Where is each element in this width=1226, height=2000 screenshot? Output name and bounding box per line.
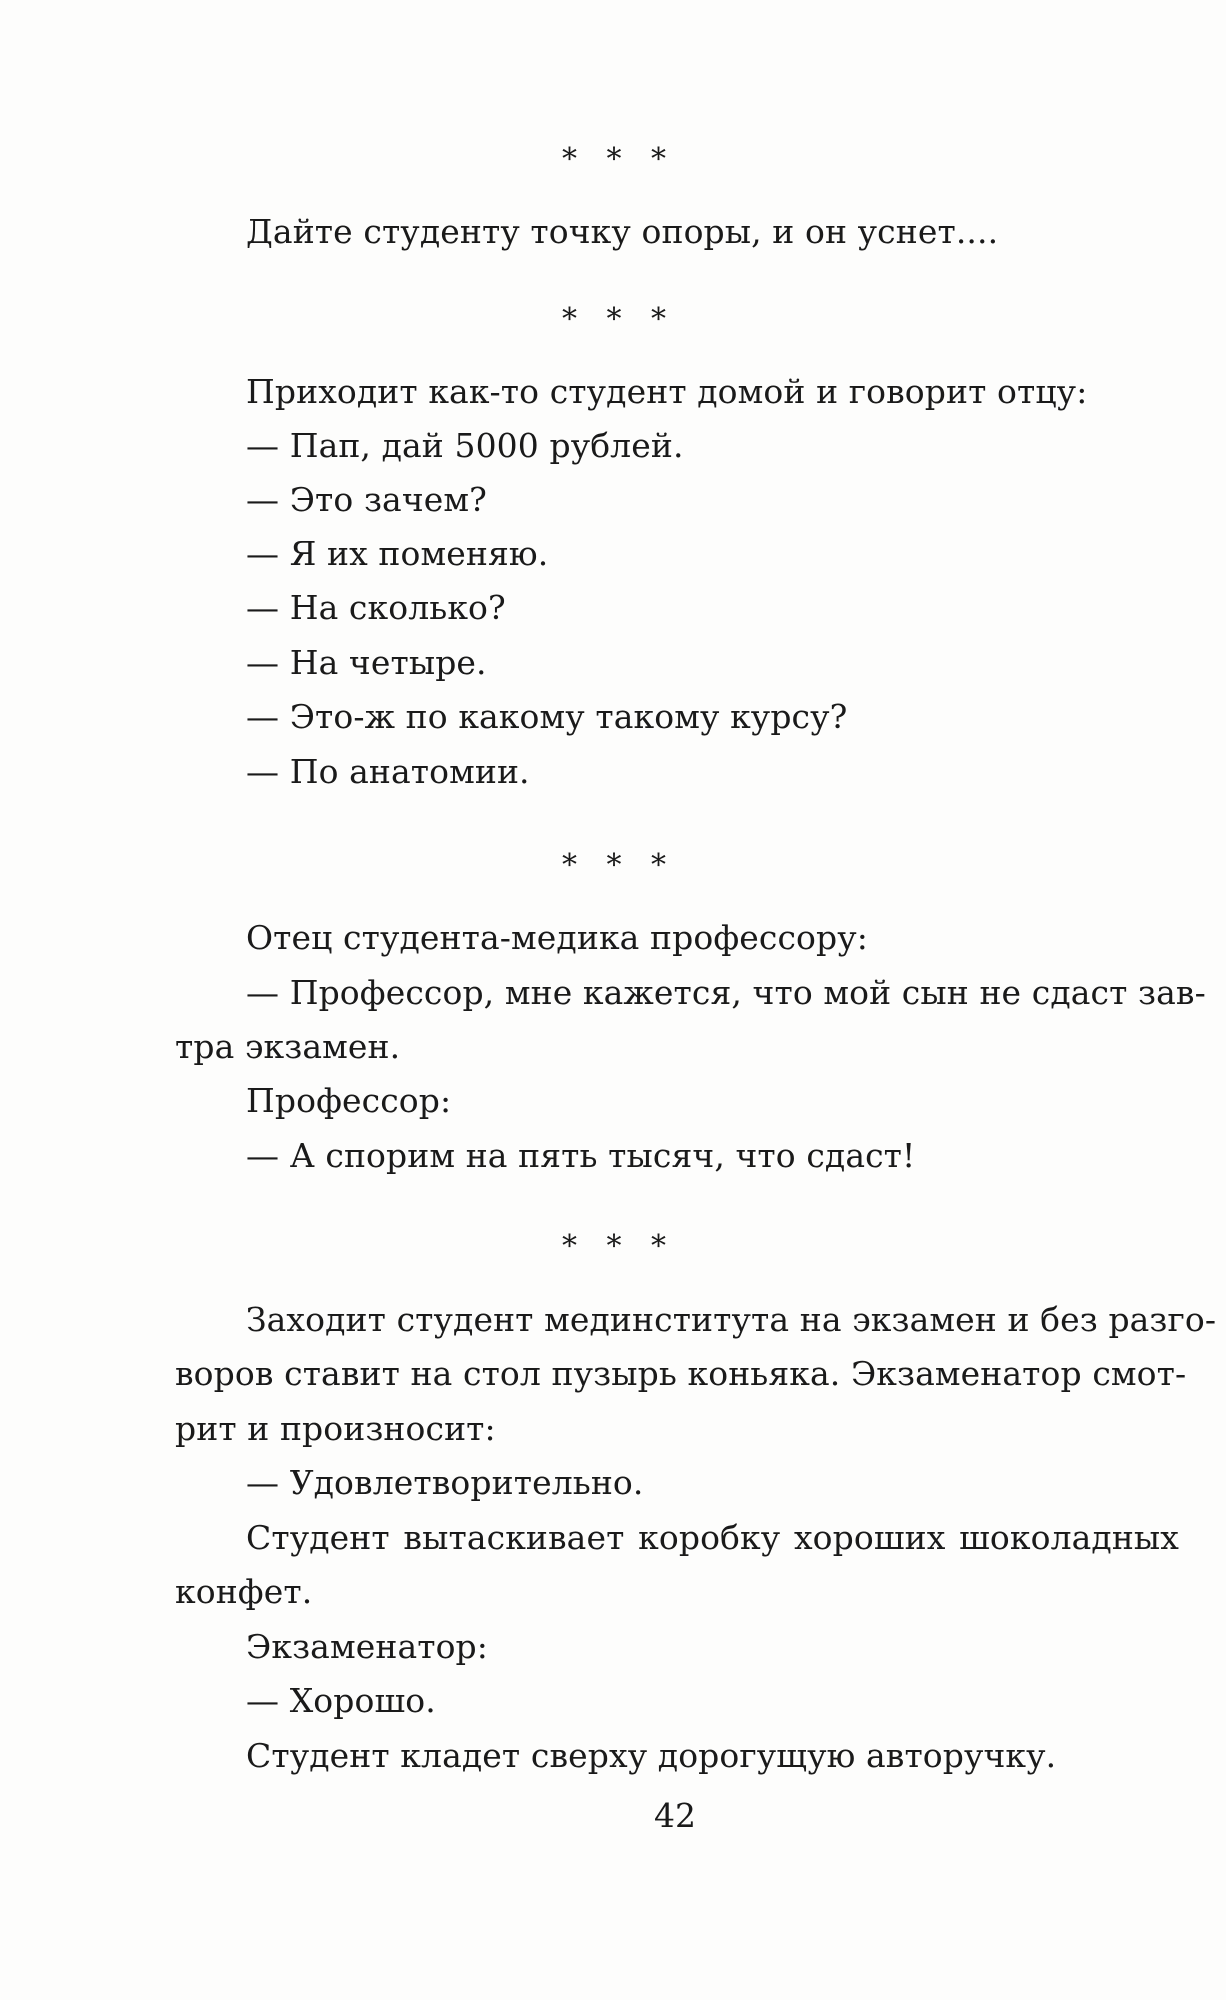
- joke2-line6: — На четыре.: [246, 643, 487, 682]
- joke3-line2: — Профессор, мне кажется, что мой сын не сдаст зав-: [246, 973, 1206, 1012]
- joke4-line9: Студент кладет сверху дорогущую авторучку.: [246, 1736, 1057, 1775]
- joke2-line1: Приходит как-то студент домой и говорит отцу:: [246, 372, 1088, 411]
- joke2-line3: — Это зачем?: [246, 480, 487, 519]
- joke2-line8: — По анатомии.: [246, 752, 530, 791]
- section-separator: * * *: [561, 302, 677, 337]
- page-number: 42: [654, 1796, 696, 1835]
- section-separator: * * *: [561, 1229, 677, 1264]
- joke4-line1: Заходит студент мединститута на экзамен и без разго-: [246, 1300, 1217, 1339]
- joke4-line8: — Хорошо.: [246, 1681, 436, 1720]
- joke4-line5: Студент вытаскивает коробку хороших шоколадных: [246, 1518, 1179, 1557]
- joke4-line6: конфет.: [175, 1572, 313, 1611]
- joke4-line2: воров ставит на стол пузырь коньяка. Экзаменатор смот-: [175, 1354, 1187, 1393]
- joke3-line5: — А спорим на пять тысяч, что сдаст!: [246, 1136, 916, 1175]
- joke4-line7: Экзаменатор:: [246, 1627, 488, 1666]
- joke2-line4: — Я их поменяю.: [246, 534, 549, 573]
- joke2-line2: — Пап, дай 5000 рублей.: [246, 426, 684, 465]
- joke4-line3: рит и произносит:: [175, 1409, 496, 1448]
- joke3-line1: Отец студента-медика профессору:: [246, 918, 868, 957]
- section-separator: * * *: [561, 142, 677, 177]
- joke1-line1: Дайте студенту точку опоры, и он уснет....: [246, 212, 999, 251]
- joke3-line4: Профессор:: [246, 1081, 452, 1120]
- joke4-line4: — Удовлетворительно.: [246, 1463, 644, 1502]
- joke3-line3: тра экзамен.: [175, 1027, 401, 1066]
- joke2-line7: — Это-ж по какому такому курсу?: [246, 697, 848, 736]
- joke2-line5: — На сколько?: [246, 588, 506, 627]
- section-separator: * * *: [561, 848, 677, 883]
